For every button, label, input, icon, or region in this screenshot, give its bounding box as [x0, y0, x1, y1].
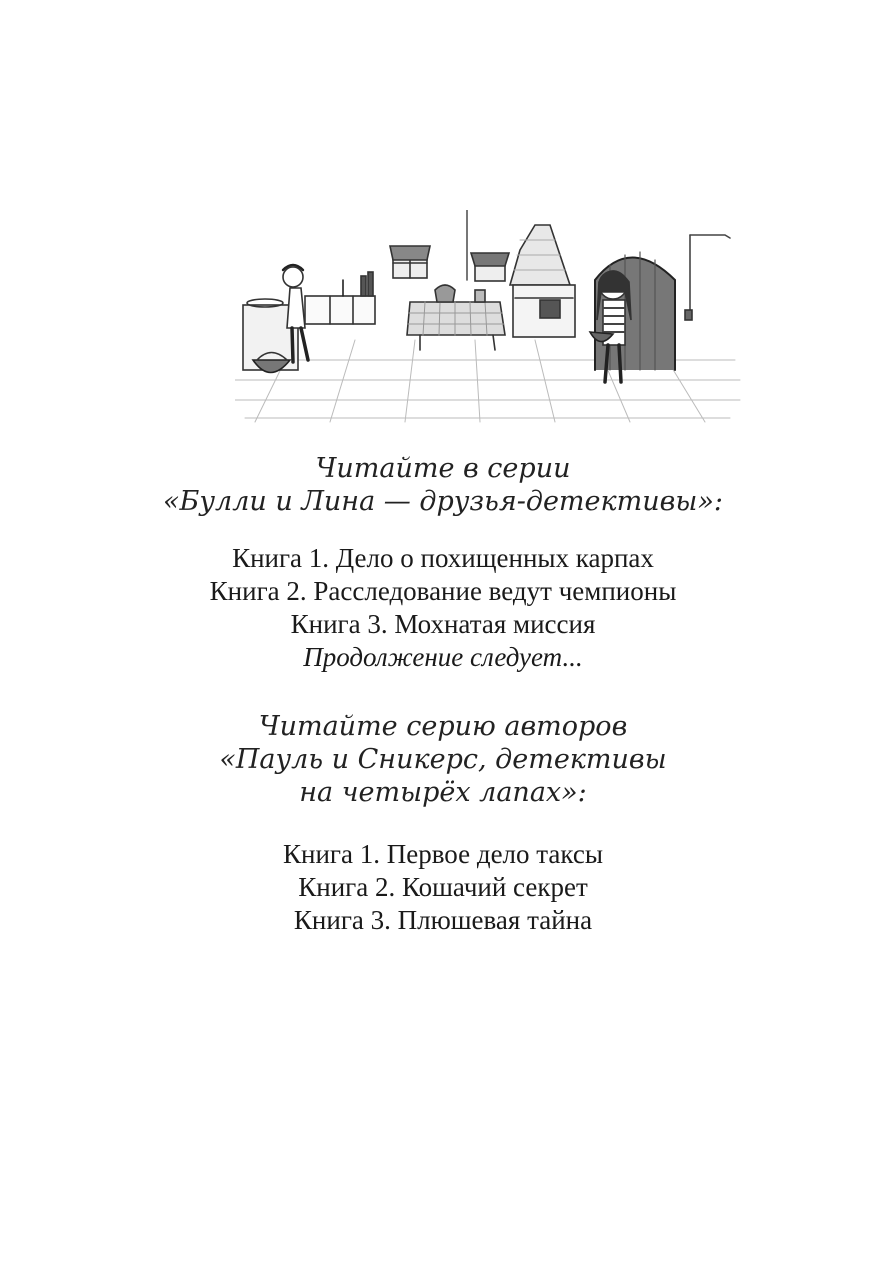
series1-heading-line: «Булли и Лина — друзья-детективы»:	[163, 486, 723, 517]
series1-book-list	[0, 542, 886, 674]
book-list-item: Книга 1. Первое дело таксы	[283, 839, 603, 869]
book-list-item: Книга 3. Плюшевая тайна	[293, 905, 593, 935]
series2-book-list	[0, 838, 886, 937]
book-list-item: Книга 1. Дело о похищенных карпах	[232, 543, 654, 573]
kitchen-illustration	[235, 210, 745, 425]
book-list-item: Книга 3. Мохнатая миссия	[290, 609, 596, 639]
series2-heading-line: «Пауль и Сникерс, детективы	[219, 744, 667, 775]
book-list-item: Книга 2. Расследование ведут чемпионы	[209, 576, 677, 606]
series2-heading-line: Читайте серию авторов	[258, 711, 628, 742]
series1-heading-line: Читайте в серии	[315, 453, 571, 484]
book-list-item: Книга 2. Кошачий секрет	[298, 872, 588, 902]
series2-heading-line: на четырёх лапах»:	[299, 777, 587, 808]
series2-heading	[0, 710, 886, 809]
series1-heading	[0, 452, 886, 518]
continuation-note: Продолжение следует...	[303, 642, 583, 672]
